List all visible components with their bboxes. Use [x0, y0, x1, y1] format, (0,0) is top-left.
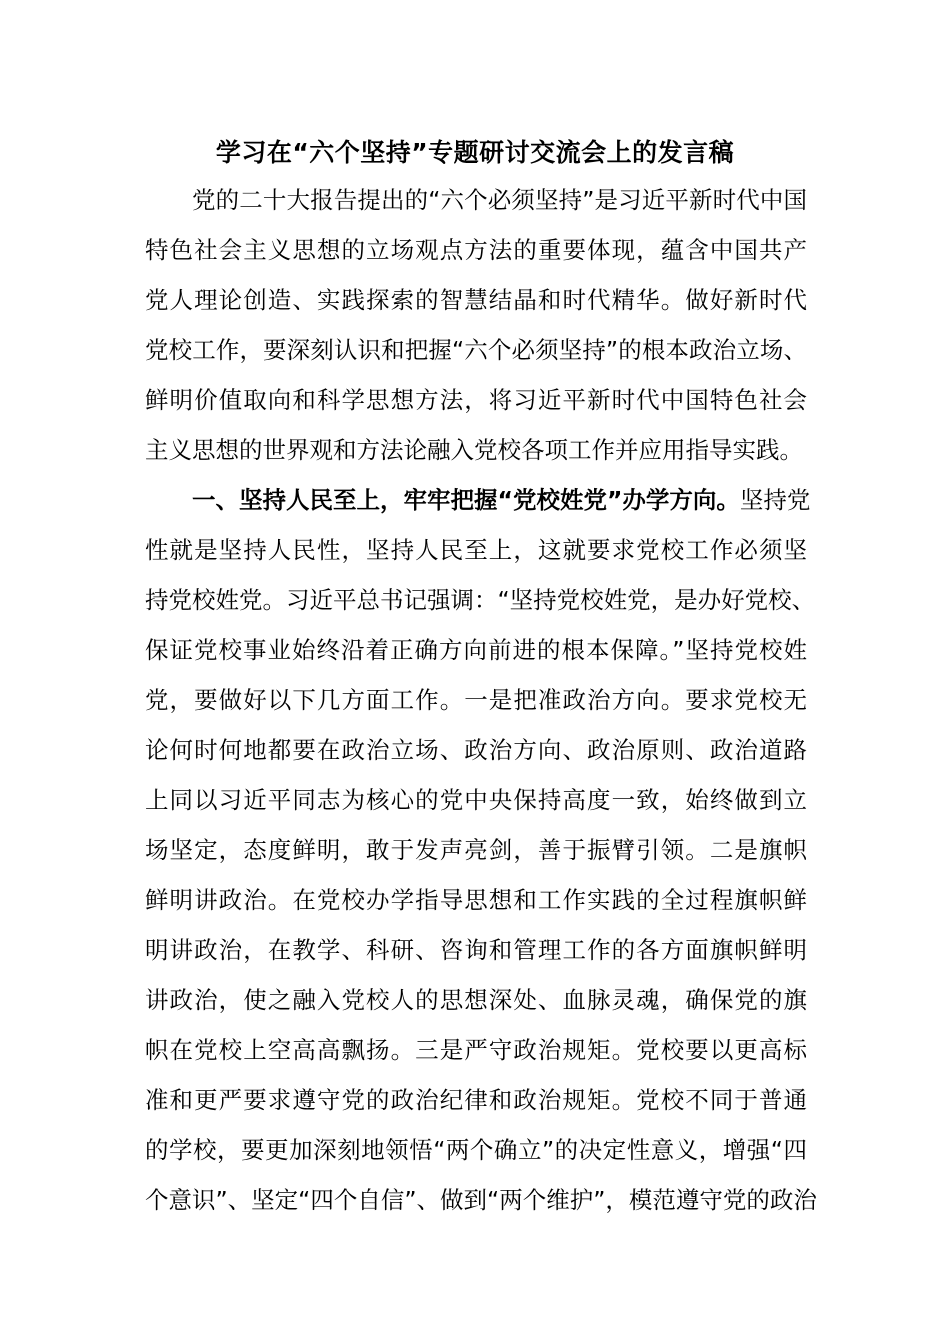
document-body: [145, 175, 817, 1225]
paragraph-line: 主义思想的世界观和方法论融入党校各项工作并应用指导实践。: [145, 436, 803, 464]
paragraph-line: 特色社会主义思想的立场观点方法的重要体现，蕴含中国共产: [145, 236, 807, 264]
paragraph-line: 保证党校事业始终沿着正确方向前进的根本保障。”坚持党校姓: [145, 636, 807, 664]
paragraph-line: 明讲政治，在教学、科研、咨询和管理工作的各方面旗帜鲜明: [145, 936, 807, 964]
paragraph-line: 上同以习近平同志为核心的党中央保持高度一致，始终做到立: [145, 786, 807, 814]
section-heading: 一、坚持人民至上，牢牢把握“党校姓党”办学方向。: [192, 486, 740, 514]
paragraph-line: 党人理论创造、实践探索的智慧结晶和时代精华。做好新时代: [145, 286, 807, 314]
paragraph-line: 个意识”、坚定“四个自信”、做到“两个维护”，模范遵守党的政治: [145, 1186, 817, 1214]
section-heading-continuation: 坚持党: [739, 486, 811, 514]
paragraph-line: 持党校姓党。习近平总书记强调：“坚持党校姓党，是办好党校、: [145, 586, 816, 614]
paragraph-line: 的学校，要更加深刻地领悟“两个确立”的决定性意义，增强“四: [145, 1136, 807, 1164]
paragraph-line: 帜在党校上空高高飘扬。三是严守政治规矩。党校要以更高标: [145, 1036, 807, 1064]
paragraph-line: 党，要做好以下几方面工作。一是把准政治方向。要求党校无: [145, 686, 807, 714]
paragraph-line: 讲政治，使之融入党校人的思想深处、血脉灵魂，确保党的旗: [145, 986, 807, 1014]
paragraph-line: 论何时何地都要在政治立场、政治方向、政治原则、政治道路: [145, 736, 807, 764]
paragraph-line: 鲜明讲政治。在党校办学指导思想和工作实践的全过程旗帜鲜: [145, 886, 807, 914]
document-title: 学习在“六个坚持”专题研讨交流会上的发言稿: [215, 138, 735, 167]
paragraph-line: 性就是坚持人民性，坚持人民至上，这就要求党校工作必须坚: [145, 536, 807, 564]
paragraph-line: 党的二十大报告提出的“六个必须坚持”是习近平新时代中国: [192, 186, 807, 214]
paragraph-line: 鲜明价值取向和科学思想方法，将习近平新时代中国特色社会: [145, 386, 807, 414]
paragraph-line: 党校工作，要深刻认识和把握“六个必须坚持”的根本政治立场、: [145, 336, 807, 364]
paragraph-line: 准和更严要求遵守党的政治纪律和政治规矩。党校不同于普通: [145, 1086, 807, 1114]
paragraph-line: [145, 475, 811, 525]
paragraph-line: 场坚定，态度鲜明，敢于发声亮剑，善于振臂引领。二是旗帜: [145, 836, 807, 864]
